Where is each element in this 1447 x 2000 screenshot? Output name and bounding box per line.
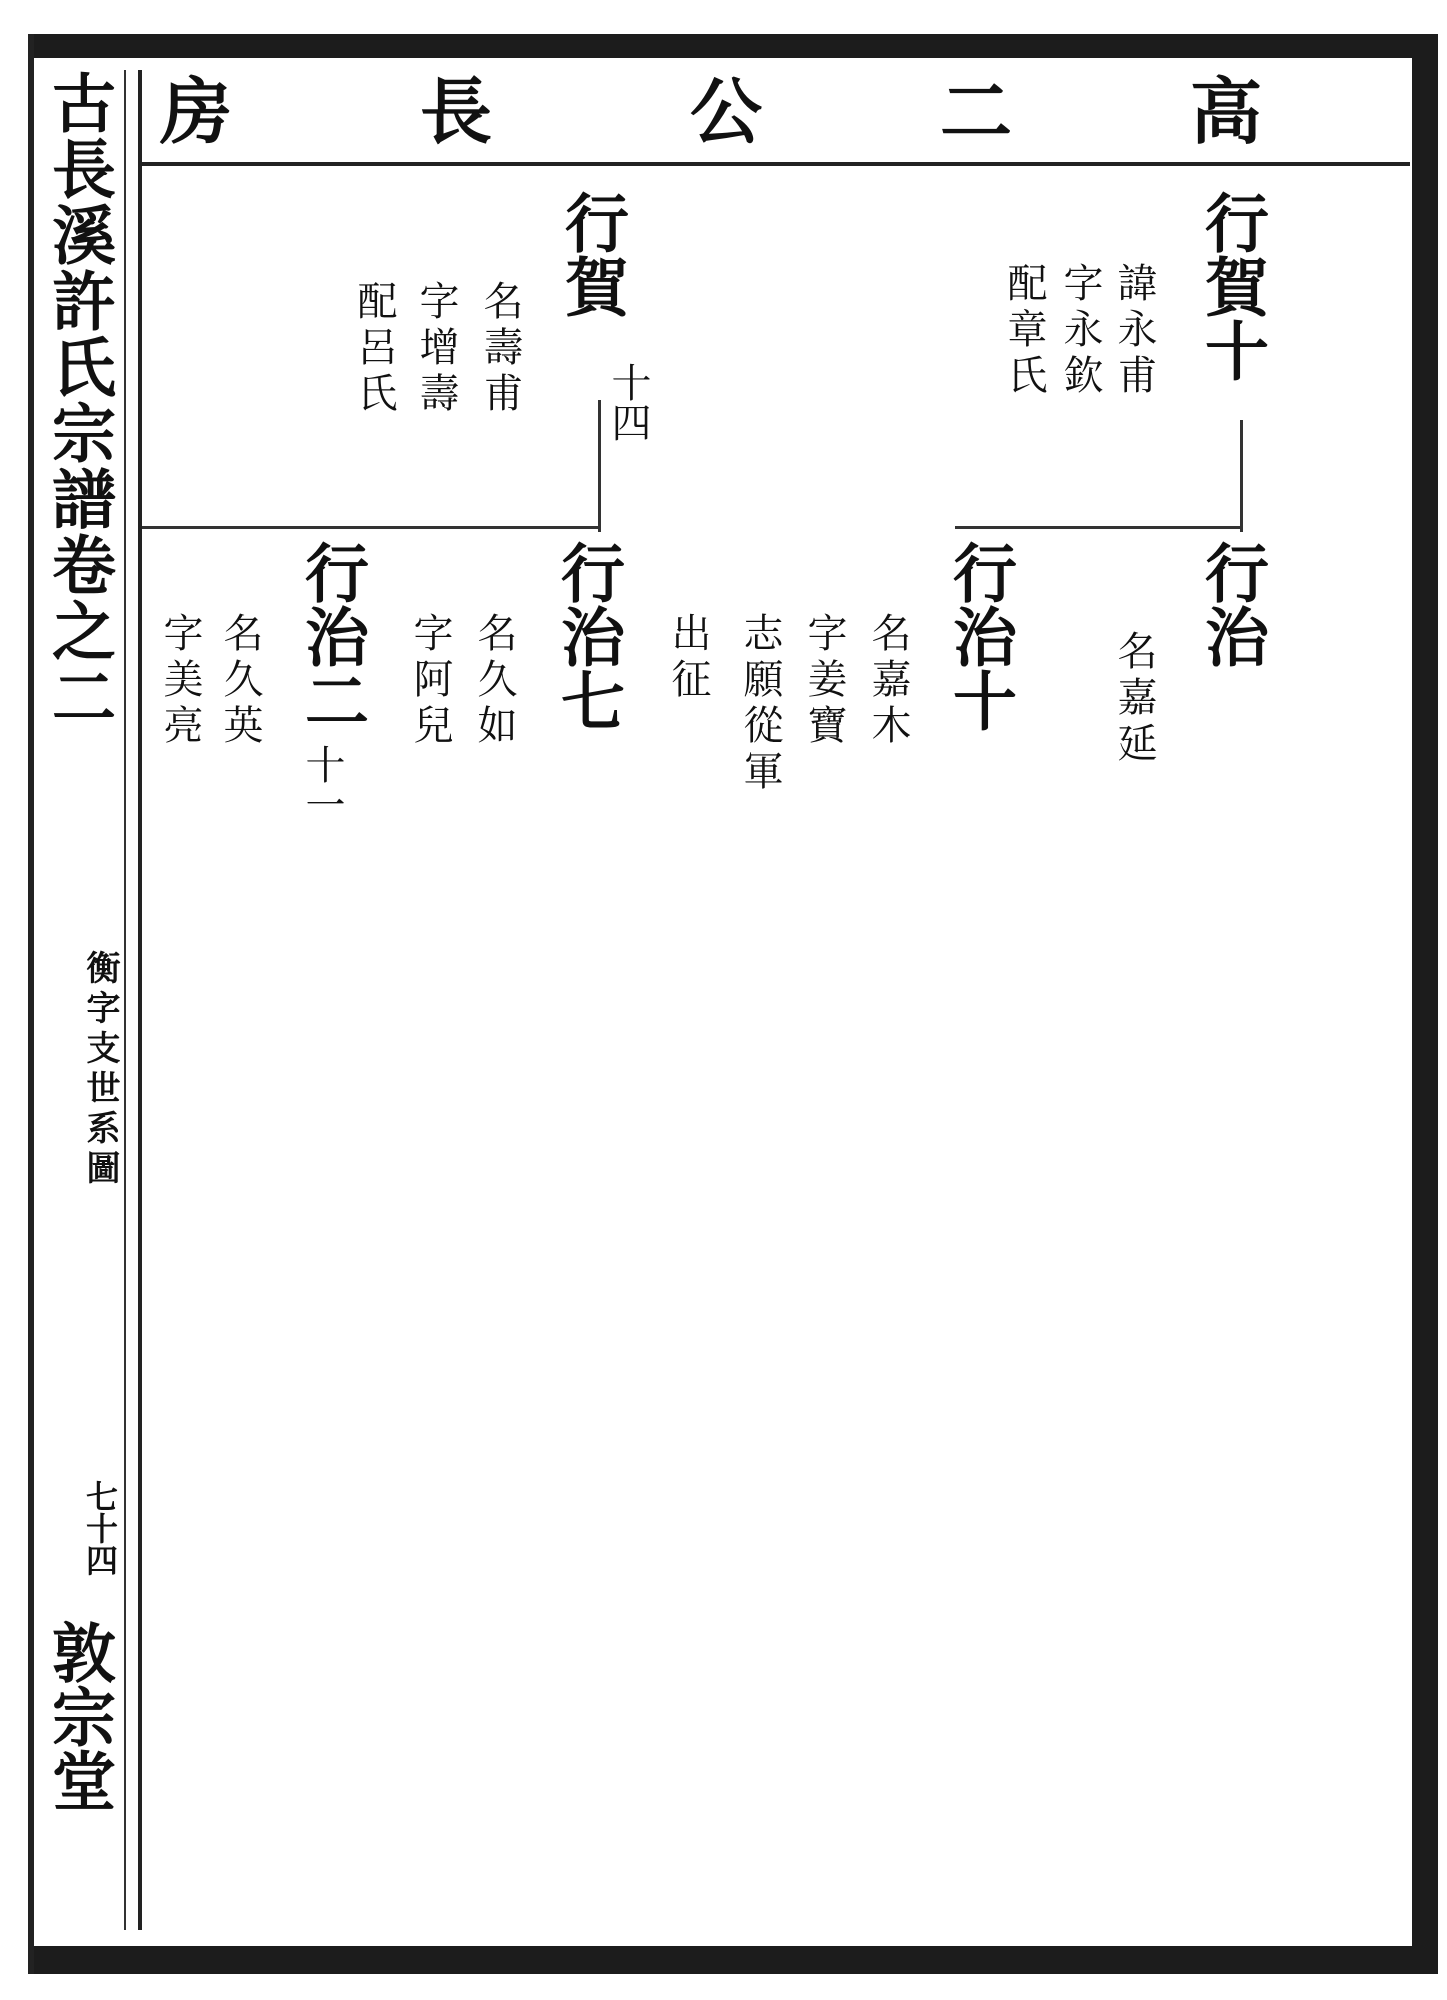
- hall-name: 敦宗堂: [41, 1620, 116, 1812]
- header-rule: [140, 162, 1410, 166]
- connector-vertical-left: [598, 400, 601, 532]
- gen2-person-4-ordinal: 十一: [299, 744, 345, 824]
- frame-bottom-border: [32, 1946, 1427, 1974]
- header-char-4: 長: [420, 69, 493, 154]
- connector-horizontal-right: [955, 526, 1243, 529]
- gen1-person-2-label: 行賀: [554, 190, 629, 318]
- gen1-person-2-ordinal: 十四: [605, 362, 651, 442]
- inner-left-rule: [138, 70, 142, 1930]
- gen1-person-2-detail-1: 名壽甫: [477, 280, 523, 418]
- gen1-person-1-detail-3: 配章氏: [1001, 262, 1047, 400]
- header-char-5: 房: [160, 69, 233, 154]
- spine-divider: [124, 70, 126, 1930]
- gen2-person-2-label: 行治十: [942, 540, 1017, 732]
- gen2-person-3-detail-2: 字阿兒: [407, 612, 453, 750]
- frame-left-border: [28, 34, 34, 1974]
- gen2-person-4-detail-2: 字美亮: [157, 612, 203, 750]
- gen1-person-2-detail-2: 字增壽: [413, 280, 459, 418]
- gen2-person-2-detail-4: 出征: [665, 612, 711, 704]
- gen2-person-1-label: 行治: [1194, 540, 1269, 668]
- gen1-person-1-detail-2: 字永欽: [1057, 262, 1103, 400]
- page-number: 七十四: [81, 1480, 119, 1576]
- gen2-person-3-label: 行治七: [550, 540, 625, 732]
- gen1-person-2-detail-3: 配呂氏: [351, 280, 397, 418]
- gen2-person-4-label: 行治二: [294, 540, 369, 732]
- gen2-person-1-detail-1: 名嘉延: [1111, 630, 1157, 768]
- header-char-1: 高: [1190, 69, 1263, 154]
- gen2-person-3-detail-1: 名久如: [471, 612, 517, 750]
- gen2-person-2-detail-1: 名嘉木: [865, 612, 911, 750]
- spine-title: 古長溪許氏宗譜卷之二: [41, 70, 116, 730]
- connector-vertical-right: [1240, 420, 1243, 532]
- gen2-person-2-detail-2: 字姜寶: [801, 612, 847, 750]
- gen1-person-1-detail-1: 諱永甫: [1111, 262, 1157, 400]
- gen2-person-2-detail-3: 志願從軍: [737, 612, 783, 796]
- connector-horizontal-left: [142, 526, 601, 529]
- header-char-3: 公: [690, 69, 763, 154]
- frame-top-border: [32, 34, 1427, 58]
- gen1-person-1-label: 行賀十: [1194, 190, 1269, 382]
- frame-right-border: [1412, 34, 1438, 1974]
- spine-subtitle: 衡字支世系圖: [80, 950, 120, 1190]
- gen2-person-4-detail-1: 名久英: [217, 612, 263, 750]
- header-char-2: 二: [940, 69, 1013, 154]
